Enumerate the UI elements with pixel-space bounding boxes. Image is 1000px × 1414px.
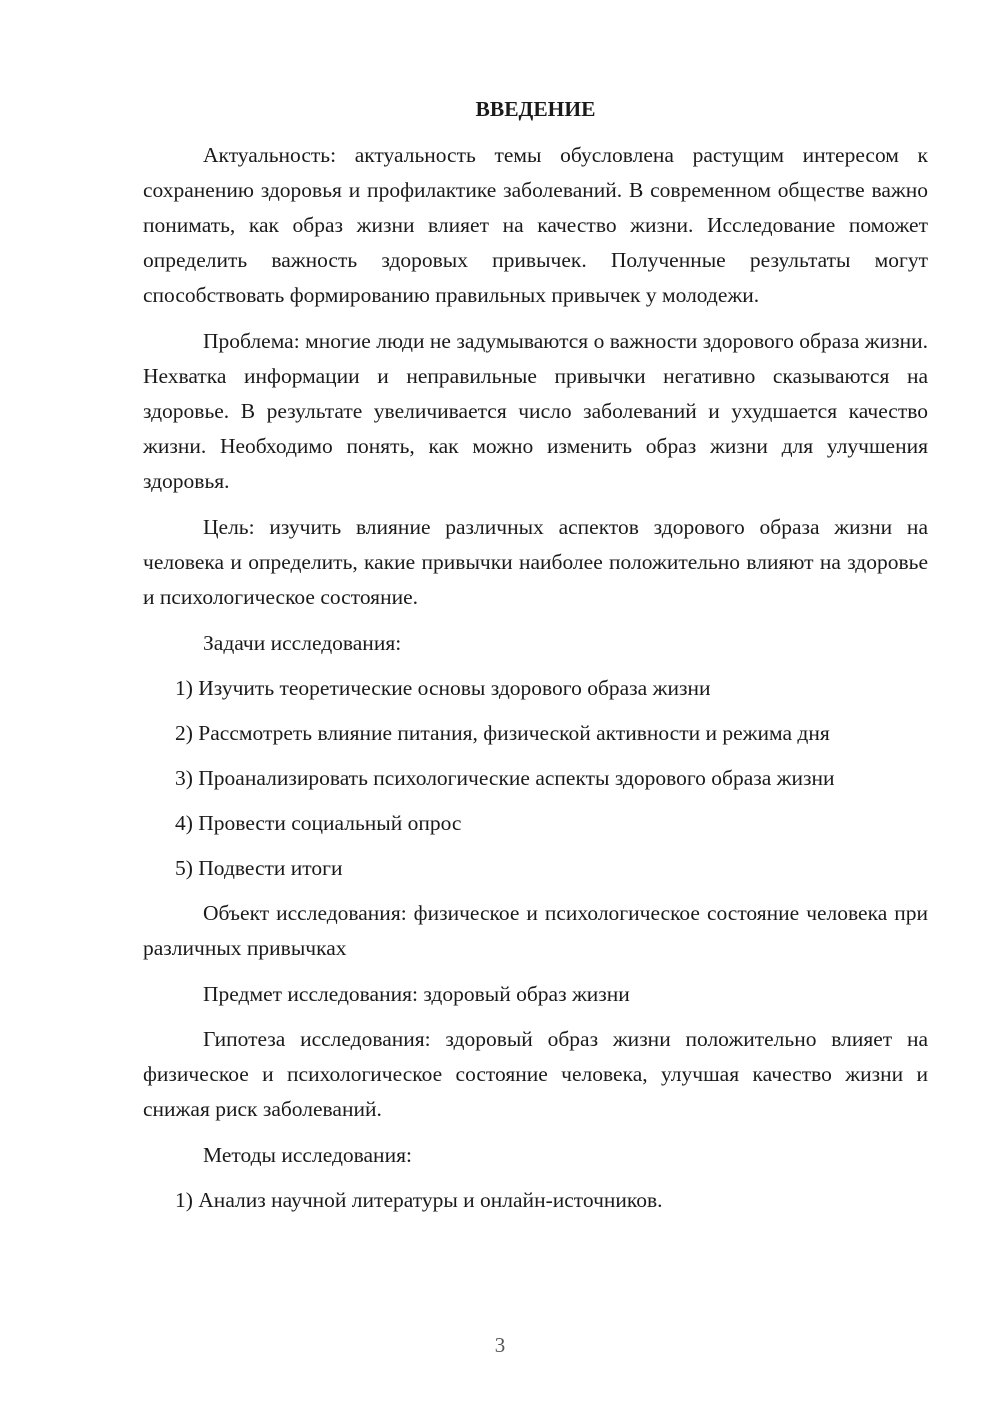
paragraph-relevance: Актуальность: актуальность темы обусловлена растущим интересом к сохранению здоровья и профилактике заболеваний. В современном обществе важно понимать, как образ жизни влияет на качество жизни. Исследование поможет определить важность здоровых привычек. Полученные результаты могут способствовать формированию правильных привычек у молодежи. <box>143 143 928 307</box>
method-item-1: 1) Анализ научной литературы и онлайн-источников. <box>175 1188 663 1212</box>
task-item-3: 3) Проанализировать психологические аспекты здорового образа жизни <box>175 766 835 790</box>
methods-heading: Методы исследования: <box>203 1143 412 1167</box>
task-item-5: 5) Подвести итоги <box>175 856 343 880</box>
document-title: ВВЕДЕНИЕ <box>475 97 596 121</box>
paragraph-subject: Предмет исследования: здоровый образ жизни <box>203 982 630 1006</box>
document-page <box>143 92 928 1228</box>
page-number: 3 <box>494 1333 506 1357</box>
paragraph-problem: Проблема: многие люди не задумываются о важности здорового образа жизни. Нехватка информации и неправильные привычки негативно сказываются на здоровье. В результате увеличивается число заболеваний и ухудшается качество жизни. Необходимо понять, как можно изменить образ жизни для улучшения здоровья. <box>143 329 928 493</box>
paragraph-hypothesis: Гипотеза исследования: здоровый образ жизни положительно влияет на физическое и психологическое состояние человека, улучшая качество жизни и снижая риск заболеваний. <box>143 1027 928 1121</box>
paragraph-goal: Цель: изучить влияние различных аспектов здорового образа жизни на человека и определить, какие привычки наиболее положительно влияют на здоровье и психологическое состояние. <box>143 515 928 609</box>
task-item-1: 1) Изучить теоретические основы здорового образа жизни <box>175 676 711 700</box>
paragraph-object: Объект исследования: физическое и психологическое состояние человека при различных привычках <box>143 901 928 960</box>
task-item-2: 2) Рассмотреть влияние питания, физической активности и режима дня <box>175 721 830 745</box>
tasks-heading: Задачи исследования: <box>203 631 402 655</box>
task-item-4: 4) Провести социальный опрос <box>175 811 462 835</box>
